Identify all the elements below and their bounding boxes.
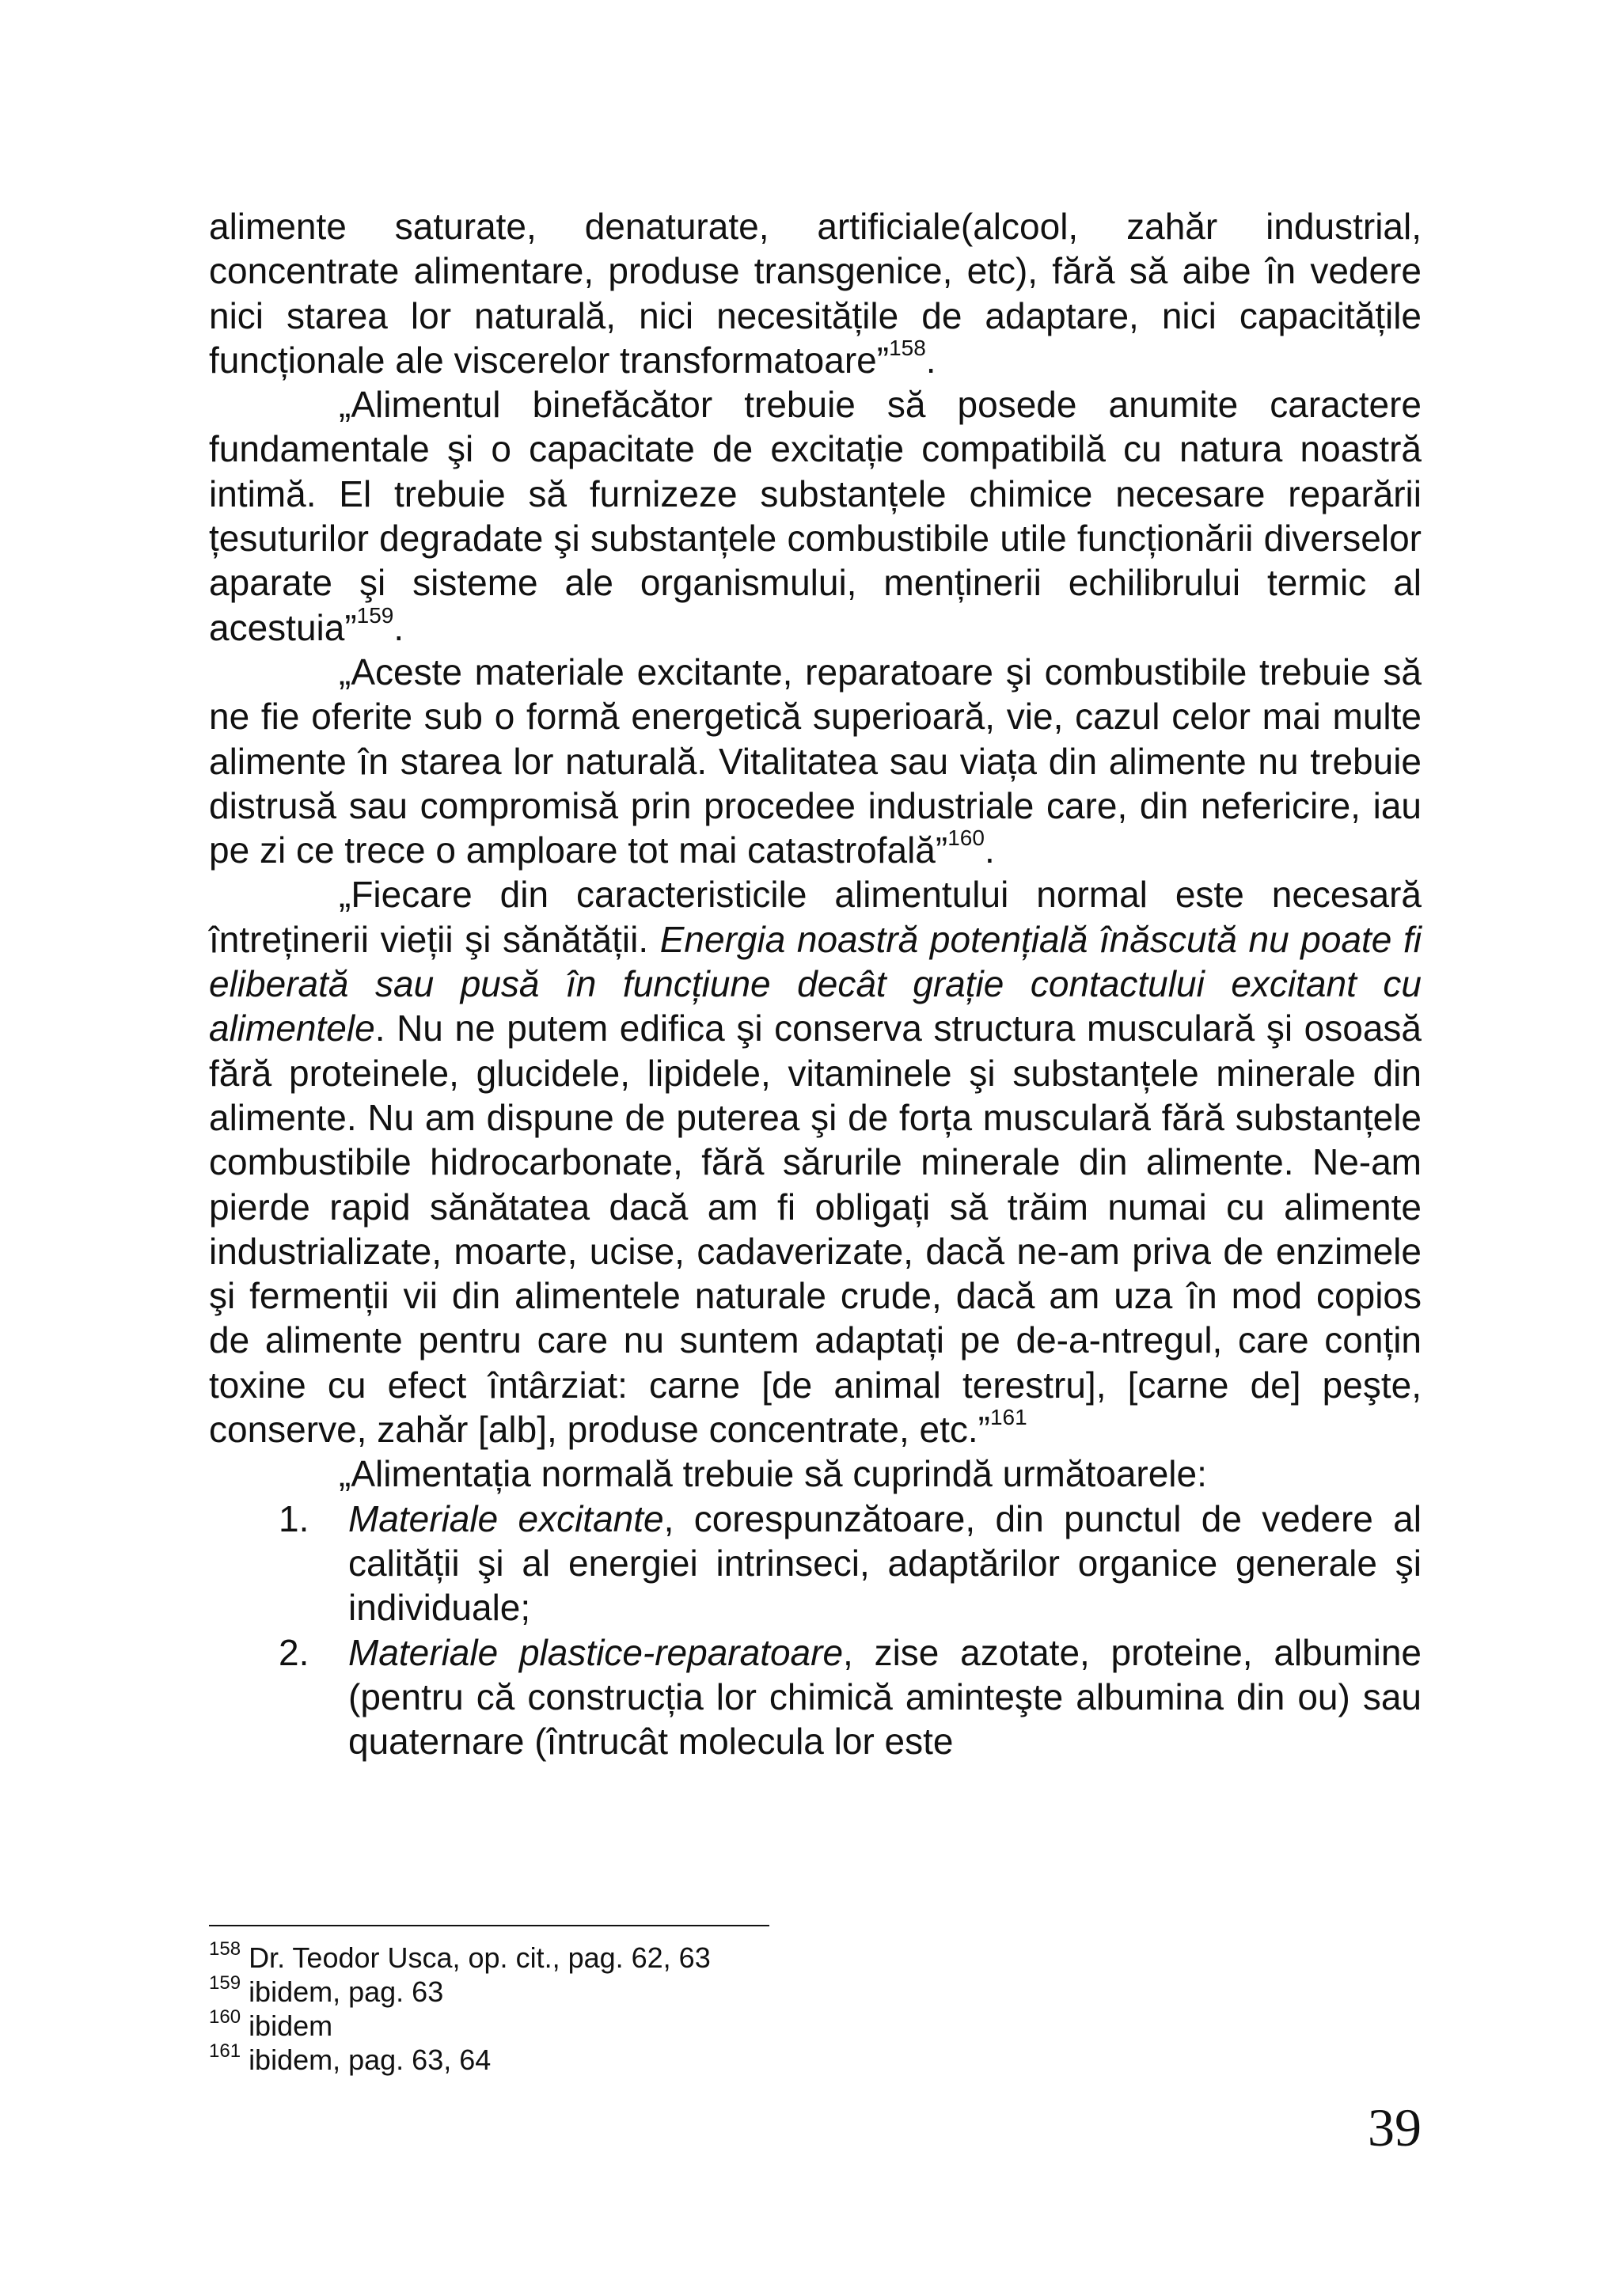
- list-item-text: [348, 1632, 1422, 1763]
- page-number: 39: [1368, 2097, 1422, 2157]
- footnote-number: 159: [209, 1972, 241, 1994]
- list-item: [209, 1630, 1422, 1764]
- text-run: „Fiecare din caracteristicile alimentului normal este necesară întreținerii vieții şi sănătății.: [209, 874, 1422, 960]
- list-item-number: 2.: [279, 1631, 309, 1673]
- italic-run: Materiale plastice-reparatoare: [348, 1631, 844, 1673]
- text-run: „Alimentația normală trebuie să cuprindă următoarele:: [339, 1453, 1207, 1495]
- text-run: .: [393, 606, 404, 648]
- page-content: [209, 204, 1422, 1763]
- footnote-ref: 159: [356, 602, 394, 628]
- paragraph: [209, 650, 1422, 872]
- footnote: [209, 2006, 1080, 2043]
- text-run: , zise azotate, proteine, albumine (pentru că construcția lor chimică aminteşte albumina din ou) sau quaternare (întrucât molecula lor este: [348, 1631, 1422, 1763]
- italic-run: Energia noastră potențială înăscută nu poate fi eliberată sau pusă în funcțiune decât grație contactului excitant cu alimentele: [209, 918, 1422, 1049]
- text-run: .: [925, 339, 936, 381]
- paragraph: [209, 382, 1422, 650]
- footnote-text: ibidem, pag. 63: [249, 1975, 444, 2008]
- text-run: . Nu ne putem edifica şi conserva structura musculară şi osoasă fără proteinele, glucidele, lipidele, vitaminele şi substanțele minerale din alimente. Nu am dispune de puterea şi de forța musculară fără substanțele combustibile hidrocarbonate, fără sărurile minerale din alimente. Ne-am pierde rapid sănătatea dacă am fi obligați să trăim numai cu alimente industrializate, moarte, ucise, cadaverizate, dacă ne-am priva de enzimele şi fermenții vii din alimentele naturale crude, dacă am uza în mod copios de alimente pentru care nu suntem adaptați pe de-a-ntregul, care conțin toxine cu efect întârziat: carne [de animal terestru], [carne de] peşte, conserve, zahăr [alb], produse concentrate, etc.”: [209, 1008, 1422, 1451]
- footnote-ref: 160: [947, 825, 985, 851]
- text-run: , corespunzătoare, din punctul de vedere al calității şi al energiei intrinseci, adaptărilor organice generale şi individuale;: [348, 1497, 1422, 1629]
- paragraph: [209, 1452, 1422, 1496]
- footnote-ref: 158: [889, 335, 926, 360]
- footnote: [209, 2040, 1080, 2077]
- list-item: [209, 1497, 1422, 1630]
- footnote-separator: [209, 1925, 769, 1926]
- footnotes: [209, 1938, 1080, 2077]
- paragraph: [209, 872, 1422, 1452]
- footnote-text: Dr. Teodor Usca, op. cit., pag. 62, 63: [249, 1941, 711, 1974]
- list-item-number: 1.: [279, 1497, 309, 1539]
- text-run: .: [984, 829, 995, 871]
- numbered-list: [209, 1497, 1422, 1764]
- footnote-text: ibidem, pag. 63, 64: [249, 2044, 492, 2076]
- text-run: alimente saturate, denaturate, artificiale(alcool, zahăr industrial, concentrate alimentare, produse transgenice, etc), fără să aibe în vedere nici starea lor naturală, nici necesitățile de adaptare, nici capacitățile funcționale ale viscerelor transformatoare”: [209, 206, 1422, 381]
- paragraph: [209, 204, 1422, 382]
- footnote-text: ibidem: [249, 2009, 333, 2042]
- footnote-number: 160: [209, 2006, 241, 2028]
- footnote-ref: 161: [989, 1405, 1027, 1430]
- italic-run: Materiale excitante: [348, 1497, 664, 1539]
- text-run: „Aceste materiale excitante, reparatoare şi combustibile trebuie să ne fie oferite sub o formă energetică superioară, vie, cazul celor mai multe alimente în starea lor naturală. Vitalitatea sau viața din alimente nu trebuie distrusă sau compromisă prin procedee industriale care, din nefericire, iau pe zi ce trece o amploare tot mai catastrofală”: [209, 651, 1422, 871]
- list-item-text: [348, 1498, 1422, 1629]
- footnote: [209, 1938, 1080, 1975]
- footnote-number: 161: [209, 2040, 241, 2062]
- text-run: „Alimentul binefăcător trebuie să posede anumite caractere fundamentale şi o capacitate de excitație compatibilă cu natura noastră intimă. El trebuie să furnizeze substanțele chimice necesare reparării țesuturilor degradate şi substanțele combustibile utile funcționării diverselor aparate şi sisteme ale organismului, menținerii echilibrului termic al acestuia”: [209, 384, 1422, 648]
- main-text: [209, 204, 1422, 1763]
- footnote-number: 158: [209, 1938, 241, 1960]
- footnote: [209, 1972, 1080, 2009]
